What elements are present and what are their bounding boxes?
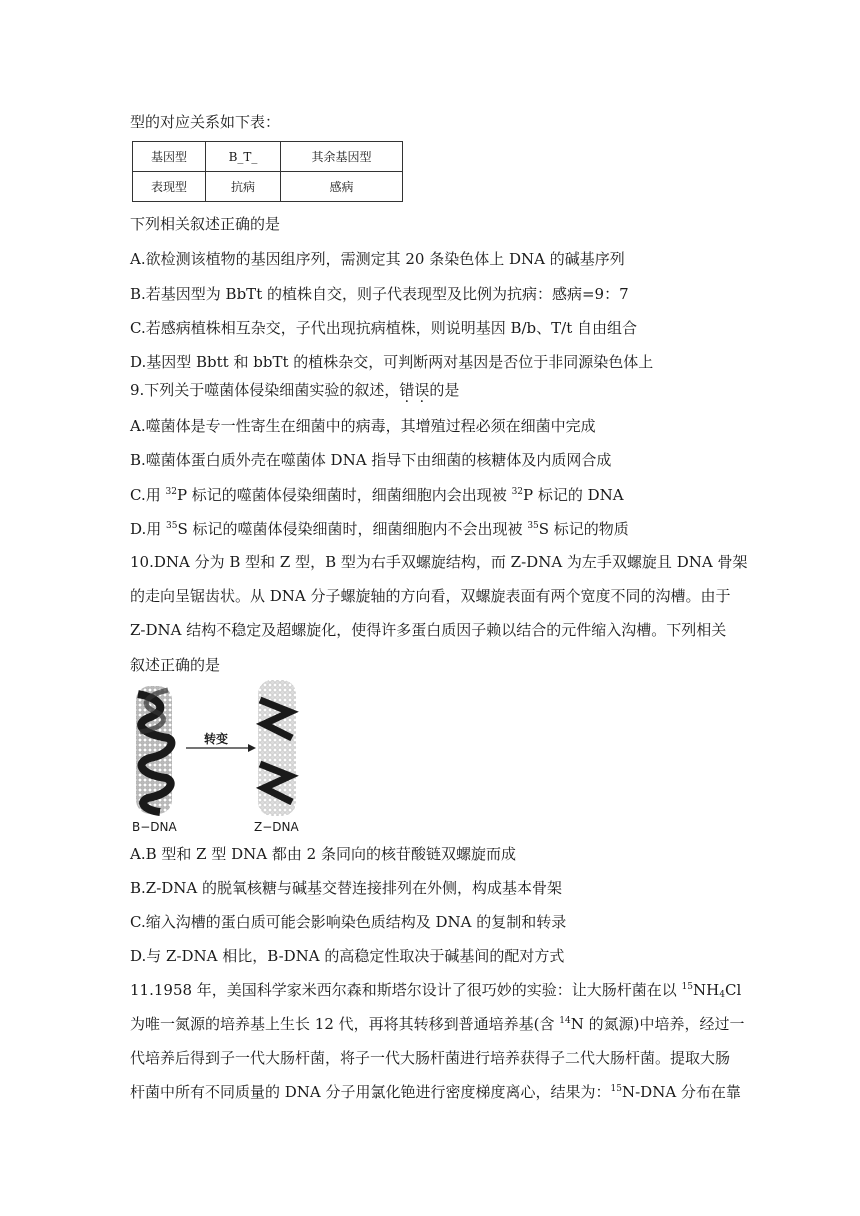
intro-text: 型的对应关系如下表： — [130, 113, 281, 131]
text: 11.1958 年，美国科学家米西尔森和斯塔尔设计了很巧妙的实验：让大肠杆菌在以 — [130, 981, 682, 999]
superscript: 32 — [511, 487, 524, 497]
text: N-DNA 分布在靠 — [621, 1083, 741, 1101]
q9-option-b: B.噬菌体蛋白质外壳在噬菌体 DNA 指导下由细菌的核糖体及内质网合成 — [130, 451, 612, 469]
emphasis-char: 错 — [399, 381, 415, 399]
superscript: 15 — [610, 1084, 622, 1094]
text: P 标记的 DNA — [523, 486, 624, 504]
q9-option-d — [130, 519, 629, 539]
table-cell: B_T_ — [206, 142, 281, 172]
q10-option-a: A.B 型和 Z 型 DNA 都由 2 条同向的核苷酸链双螺旋而成 — [130, 845, 516, 863]
text: S 标记的物质 — [538, 520, 629, 538]
table-cell: 其余基因型 — [281, 142, 403, 172]
q9-stem-text: 9.下列关于噬菌体侵染细菌实验的叙述， — [130, 381, 400, 399]
genotype-phenotype-table — [132, 141, 403, 202]
b-dna-label: B−DNA — [132, 820, 177, 834]
superscript: 35 — [527, 521, 539, 531]
q10-line-3: Z-DNA 结构不稳定及超螺旋化，使得许多蛋白质因子赖以结合的元件缩入沟槽。下列相关 — [130, 621, 727, 639]
q9-stem-text: 的是 — [429, 381, 460, 399]
q9-stem — [130, 380, 459, 400]
z-dna-helix — [258, 680, 296, 816]
text: N 的氮源)中培养，经过一 — [570, 1015, 745, 1033]
table-cell: 感病 — [281, 172, 403, 202]
table-cell: 表现型 — [133, 172, 206, 202]
q8-option-a: A.欲检测该植物的基因组序列，需测定其 20 条染色体上 DNA 的碱基序列 — [130, 250, 625, 268]
table-row — [133, 142, 403, 172]
text: 为唯一氮源的培养基上生长 12 代，再将其转移到普通培养基(含 — [130, 1015, 560, 1033]
q8-option-b: B.若基因型为 BbTt 的植株自交，则子代表现型及比例为抗病：感病=9：7 — [130, 285, 629, 303]
superscript: 32 — [165, 487, 177, 497]
q11-line-4 — [130, 1082, 741, 1102]
text: D.用 — [130, 520, 167, 538]
text: S 标记的噬菌体侵染细菌时，细菌细胞内不会出现被 — [177, 520, 528, 538]
q10-line-4: 叙述正确的是 — [130, 656, 221, 674]
text: NH — [693, 981, 720, 999]
q8-option-c: C.若感病植株相互杂交，子代出现抗病植株，则说明基因 B/b、T/t 自由组合 — [130, 319, 638, 337]
text: 杆菌中所有不同质量的 DNA 分子用氯化铯进行密度梯度离心，结果为： — [130, 1083, 611, 1101]
q9-option-c — [130, 485, 624, 505]
dna-transition-figure — [130, 680, 310, 840]
q10-option-b: B.Z-DNA 的脱氧核糖与碱基交替连接排列在外侧，构成基本骨架 — [130, 879, 563, 897]
table-cell: 基因型 — [133, 142, 206, 172]
superscript: 35 — [166, 521, 178, 531]
dna-helix-illustration — [130, 680, 310, 820]
text: Cl — [724, 981, 742, 999]
text: P 标记的噬菌体侵染细菌时，细菌细胞内会出现被 — [176, 486, 512, 504]
q11-line-2 — [130, 1014, 744, 1034]
text: C.用 — [130, 486, 166, 504]
superscript: 14 — [559, 1016, 571, 1026]
arrow-label: 转变 — [204, 732, 229, 746]
table-row — [133, 172, 403, 202]
q8-stem: 下列相关叙述正确的是 — [130, 215, 281, 233]
q10-line-2: 的走向呈锯齿状。从 DNA 分子螺旋轴的方向看，双螺旋表面有两个宽度不同的沟槽。由于 — [130, 587, 731, 605]
superscript: 15 — [681, 982, 694, 992]
b-dna-helix — [136, 686, 172, 814]
q10-option-c: C.缩入沟槽的蛋白质可能会影响染色质结构及 DNA 的复制和转录 — [130, 913, 567, 931]
emphasis-char: 误 — [414, 381, 430, 399]
q10-line-1: 10.DNA 分为 B 型和 Z 型，B 型为右手双螺旋结构，而 Z-DNA 为左手双螺旋且 DNA 骨架 — [130, 553, 748, 571]
table-cell: 抗病 — [206, 172, 281, 202]
q10-option-d: D.与 Z-DNA 相比，B-DNA 的高稳定性取决于碱基间的配对方式 — [130, 947, 565, 965]
q8-option-d: D.基因型 Bbtt 和 bbTt 的植株杂交，可判断两对基因是否位于非同源染色体上 — [130, 353, 654, 371]
subscript: 4 — [719, 990, 725, 1000]
q11-line-1 — [130, 980, 741, 1000]
z-dna-label: Z−DNA — [254, 820, 299, 834]
q9-option-a: A.噬菌体是专一性寄生在细菌中的病毒，其增殖过程必须在细菌中完成 — [130, 417, 596, 435]
q11-line-3: 代培养后得到子一代大肠杆菌，将子一代大肠杆菌进行培养获得子二代大肠杆菌。提取大肠 — [130, 1049, 731, 1067]
